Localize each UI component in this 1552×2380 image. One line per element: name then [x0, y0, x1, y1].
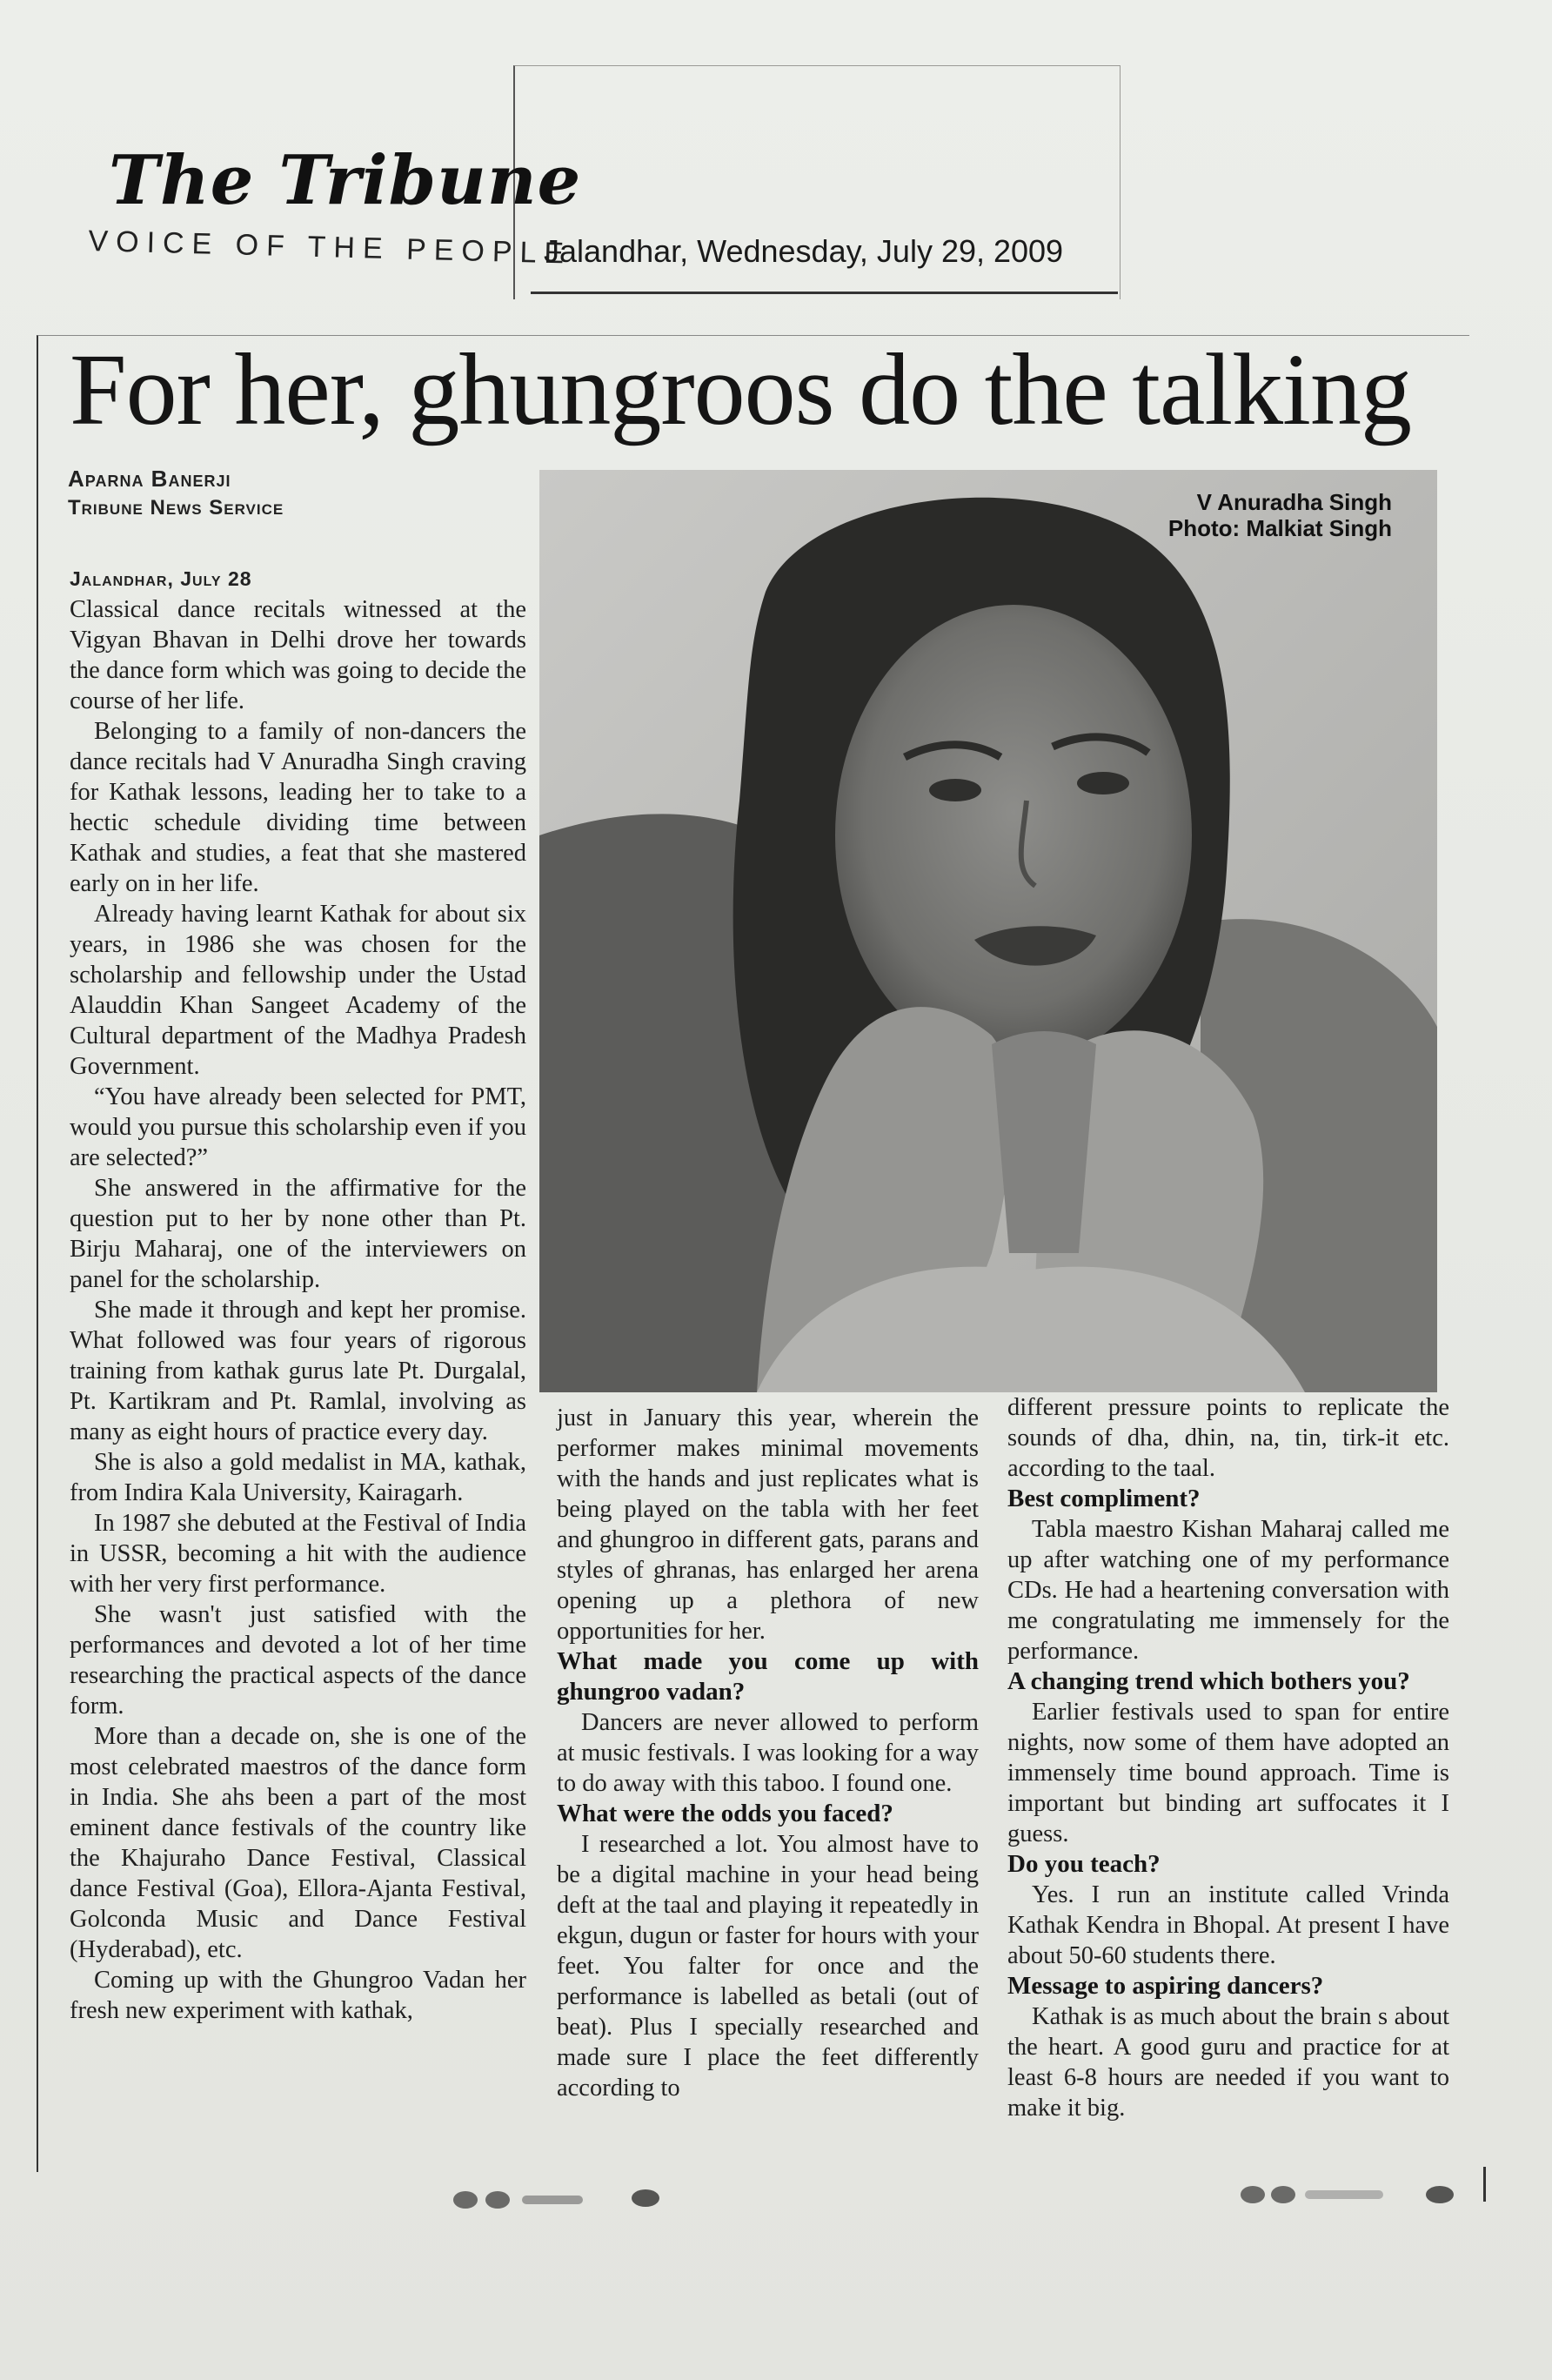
paragraph: She made it through and kept her promise. What followed was four years of rigorous training from kathak gurus late Pt. Durgalal, Pt. Kartikram and Pt. Ramlal, involving as many as eight hours of practice every day. — [70, 1297, 526, 1445]
newspaper-tagline: VOICE OF THE PEOPLE — [88, 225, 572, 271]
paragraph: In 1987 she debuted at the Festival of India in USSR, becoming a hit with the audience with her very first performance. — [70, 1510, 526, 1598]
paragraph: Belonging to a family of non-dancers the dance recitals had V Anuradha Singh craving for Kathak lessons, leading her to take to a hectic schedule dividing time between Kathak and studies, a feat that she mastered early on in her life. — [70, 718, 526, 897]
paragraph: “You have already been selected for PMT, would you pursue this scholarship even if you are selected?” — [70, 1083, 526, 1171]
interview-question: What were the odds you faced? — [557, 1800, 893, 1827]
paragraph: She answered in the affirmative for the question put to her by none other than Pt. Birju Maharaj, one of the interviewers on panel for the scholarship. — [70, 1175, 526, 1293]
column-end-rule — [1483, 2167, 1486, 2202]
interview-question: A changing trend which bothers you? — [1007, 1667, 1410, 1695]
photo-credit — [1168, 489, 1392, 541]
paragraph: She is also a gold medalist in MA, kathak, from Indira Kala University, Kairagarh. — [70, 1449, 526, 1506]
paragraph: More than a decade on, she is one of the most celebrated maestros of the dance form in India. She ahs been a part of the most eminent dance festivals of the country like the Khajuraho Dance Festival, Classical dance Festival (Goa), Ellora-Ajanta Festival, Golconda Music and Dance Festival (Hyderabad), etc. — [70, 1723, 526, 1963]
photo-image — [539, 470, 1437, 1392]
article-column-3 — [1007, 1392, 1449, 2123]
masthead — [61, 131, 582, 296]
interview-answer: Dancers are never allowed to perform at music festivals. I was looking for a way to do away with this taboo. I found one. — [557, 1709, 979, 1797]
interview-question: What made you come up with ghungroo vadan? — [557, 1647, 979, 1706]
author-name: Aparna Banerji — [68, 466, 231, 492]
photo-caption-name: V Anuradha Singh — [1196, 489, 1392, 515]
byline — [68, 466, 284, 520]
paragraph: Already having learnt Kathak for about six years, in 1986 she was chosen for the scholarship and fellowship under the Ustad Alauddin Khan Sangeet Academy of the Cultural department of the Madhya Pradesh Government. — [70, 901, 526, 1080]
masthead-rule — [531, 292, 1118, 294]
end-marks — [0, 2171, 1552, 2223]
paragraph: different pressure points to replicate the sounds of dha, dhin, na, tin, tirk-it etc. according to the taal. — [1007, 1394, 1449, 1482]
paragraph: Coming up with the Ghungroo Vadan her fresh new experiment with kathak, — [70, 1967, 526, 2024]
story-dateline: Jalandhar, July 28 — [70, 567, 252, 590]
interview-answer: Kathak is as much about the brain s about the heart. A good guru and practice for at least 6-8 hours are needed if you want to make it big. — [1007, 2003, 1449, 2122]
paragraph: She wasn't just satisfied with the performances and devoted a lot of her time researching the practical aspects of the dance form. — [70, 1601, 526, 1720]
news-service: Tribune News Service — [68, 496, 284, 520]
article-headline: For her, ghungroos do the talking — [70, 332, 1411, 446]
photo-caption-credit: Photo: Malkiat Singh — [1167, 515, 1392, 541]
interview-answer: Tabla maestro Kishan Maharaj called me up after watching one of my performance CDs. He had a heartening conversation with me congratulating me immensely for the performance. — [1007, 1516, 1449, 1665]
article-column-1 — [70, 594, 526, 2026]
interview-answer: I researched a lot. You almost have to be a digital machine in your head being deft at the taal and playing it repeatedly in ekgun, dugun or faster for hours with your feet. You falter for once and the performance is labelled as betali (out of beat). Plus I specially researched and made sure I place the feet differently according to — [557, 1831, 979, 2102]
interview-question: Best compliment? — [1007, 1485, 1201, 1512]
interview-question: Do you teach? — [1007, 1850, 1161, 1878]
portrait-photo — [539, 470, 1437, 1392]
newspaper-logo: The Tribune — [109, 141, 582, 220]
issue-dateline: Jalandhar, Wednesday, July 29, 2009 — [544, 233, 1064, 269]
interview-answer: Earlier festivals used to span for entire nights, now some of them have adopted an immensely time bound approach. Time is important but binding art suffocates it I guess. — [1007, 1699, 1449, 1847]
paragraph: just in January this year, wherein the performer makes minimal movements with the hands and just replicates what is being played on the tabla with her feet and ghungroo in different gats, parans and styles of ghranas, has enlarged her arena opening up a plethora of new opportunities for her. — [557, 1405, 979, 1645]
interview-answer: Yes. I run an institute called Vrinda Kathak Kendra in Bhopal. At present I have about 50-60 students there. — [1007, 1881, 1449, 1969]
article-column-2 — [557, 1403, 979, 2103]
paragraph: Classical dance recitals witnessed at the Vigyan Bhavan in Delhi drove her towards the dance form which was going to decide the course of her life. — [70, 596, 526, 714]
interview-question: Message to aspiring dancers? — [1007, 1972, 1324, 2000]
